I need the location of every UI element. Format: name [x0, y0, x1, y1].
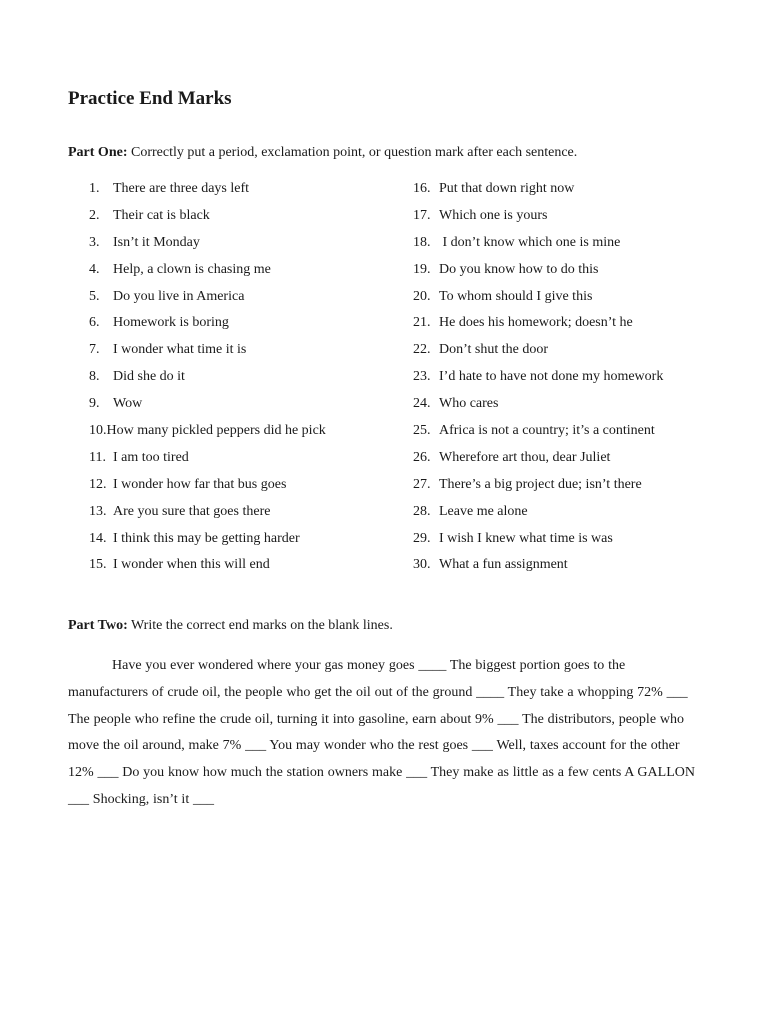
item-number: 5.: [89, 288, 100, 304]
part-two-heading: [68, 618, 393, 634]
item-text: I’d hate to have not done my homework: [439, 369, 664, 385]
item-number: 18.: [413, 234, 431, 250]
item-number: 25.: [413, 423, 431, 439]
item-number: 7.: [89, 342, 100, 358]
item-text: I wonder what time it is: [113, 342, 247, 358]
list-item: [413, 395, 733, 422]
list-item: [413, 234, 733, 261]
list-item: [89, 476, 389, 503]
item-text: Are you sure that goes there: [113, 503, 271, 519]
item-number: 26.: [413, 449, 431, 465]
list-item: [89, 503, 389, 530]
list-item: [413, 180, 733, 207]
item-number: 19.: [413, 261, 431, 277]
item-number: 27.: [413, 476, 431, 492]
item-number: 10.: [89, 423, 107, 439]
item-text: How many pickled peppers did he pick: [106, 423, 326, 439]
item-number: 12.: [89, 476, 107, 492]
list-item: [413, 368, 733, 395]
item-number: 11.: [89, 449, 106, 465]
list-item: [89, 341, 389, 368]
item-number: 4.: [89, 261, 100, 277]
item-number: 28.: [413, 503, 431, 519]
part-one-label: Part One:: [68, 145, 128, 160]
item-text: I am too tired: [113, 449, 189, 465]
list-item: [89, 180, 389, 207]
item-text: Isn’t it Monday: [113, 234, 200, 250]
item-number: 15.: [89, 557, 107, 573]
item-text: Who cares: [439, 396, 499, 412]
list-item: [89, 207, 389, 234]
list-item: [413, 556, 733, 583]
list-item: [413, 288, 733, 315]
list-item: [89, 368, 389, 395]
item-text: Do you know how to do this: [439, 261, 599, 277]
page-title: Practice End Marks: [68, 88, 232, 109]
item-text: Help, a clown is chasing me: [113, 261, 271, 277]
sentence-list-left: [89, 180, 389, 583]
part-one-instructions: Correctly put a period, exclamation point, or question mark after each sentence.: [127, 145, 578, 160]
item-number: 14.: [89, 530, 107, 546]
list-item: [89, 422, 389, 449]
item-number: 22.: [413, 342, 431, 358]
item-text: I think this may be getting harder: [113, 530, 300, 546]
list-item: [413, 530, 733, 557]
list-item: [413, 314, 733, 341]
part-two-instructions: Write the correct end marks on the blank lines.: [127, 618, 393, 633]
item-text: Do you live in America: [113, 288, 245, 304]
item-text: Wow: [113, 396, 143, 412]
part-two-label: Part Two:: [68, 618, 128, 633]
list-item: [413, 207, 733, 234]
list-item: [89, 288, 389, 315]
list-item: [89, 530, 389, 557]
item-text: Homework is boring: [113, 315, 229, 331]
item-text: Don’t shut the door: [439, 342, 549, 358]
item-text: Wherefore art thou, dear Juliet: [439, 449, 611, 465]
item-text: Did she do it: [113, 369, 185, 385]
list-item: [413, 476, 733, 503]
list-item: [89, 261, 389, 288]
item-text: What a fun assignment: [439, 557, 568, 573]
list-item: [413, 341, 733, 368]
item-text: I wonder when this will end: [113, 557, 270, 573]
item-number: 20.: [413, 288, 431, 304]
item-text: I wonder how far that bus goes: [113, 476, 287, 492]
list-item: [89, 556, 389, 583]
item-number: 6.: [89, 315, 100, 331]
list-item: [413, 449, 733, 476]
item-text: He does his homework; doesn’t he: [439, 315, 633, 331]
item-text: Leave me alone: [439, 503, 528, 519]
item-text: There are three days left: [113, 181, 250, 196]
list-item: [89, 449, 389, 476]
item-number: 29.: [413, 530, 431, 546]
list-item: [413, 261, 733, 288]
item-text: Africa is not a country; it’s a continent: [439, 423, 655, 439]
item-number: 13.: [89, 503, 107, 519]
item-number: 1.: [89, 181, 100, 196]
part-one-heading: [68, 145, 577, 161]
item-number: 8.: [89, 369, 100, 385]
item-text: Which one is yours: [439, 207, 548, 223]
item-number: 2.: [89, 207, 100, 223]
item-number: 24.: [413, 396, 431, 412]
item-text: Put that down right now: [439, 181, 575, 196]
item-number: 30.: [413, 557, 431, 573]
item-number: 3.: [89, 234, 100, 250]
item-text: Their cat is black: [113, 207, 210, 223]
passage-paragraph: Have you ever wondered where your gas money goes ____ The biggest portion goes to the manufacturers of crude oil, the people who get the oil out of the ground ____ They take a whopping 72% ___ The people who refine the crude oil, turning it into gasoline, earn about 9% ___ The distributors, people who move the oil around, make 7% ___ You may wonder who the rest goes ___ Well, taxes account for the other 12% ___ Do you know how much the station owners make ___ They make as little as a few cents A GALLON ___ Shocking, isn’t it ___: [68, 658, 695, 807]
item-text: I wish I knew what time is was: [439, 530, 613, 546]
sentence-list-right: [413, 180, 733, 583]
item-text: To whom should I give this: [439, 288, 593, 304]
item-number: 21.: [413, 315, 431, 331]
item-text: I don’t know which one is mine: [439, 234, 621, 250]
item-number: 17.: [413, 207, 431, 223]
item-number: 9.: [89, 396, 100, 412]
item-number: 16.: [413, 181, 431, 196]
list-item: [413, 422, 733, 449]
list-item: [89, 314, 389, 341]
item-number: 23.: [413, 369, 431, 385]
list-item: [89, 395, 389, 422]
list-item: [89, 234, 389, 261]
list-item: [413, 503, 733, 530]
item-text: There’s a big project due; isn’t there: [439, 476, 642, 492]
